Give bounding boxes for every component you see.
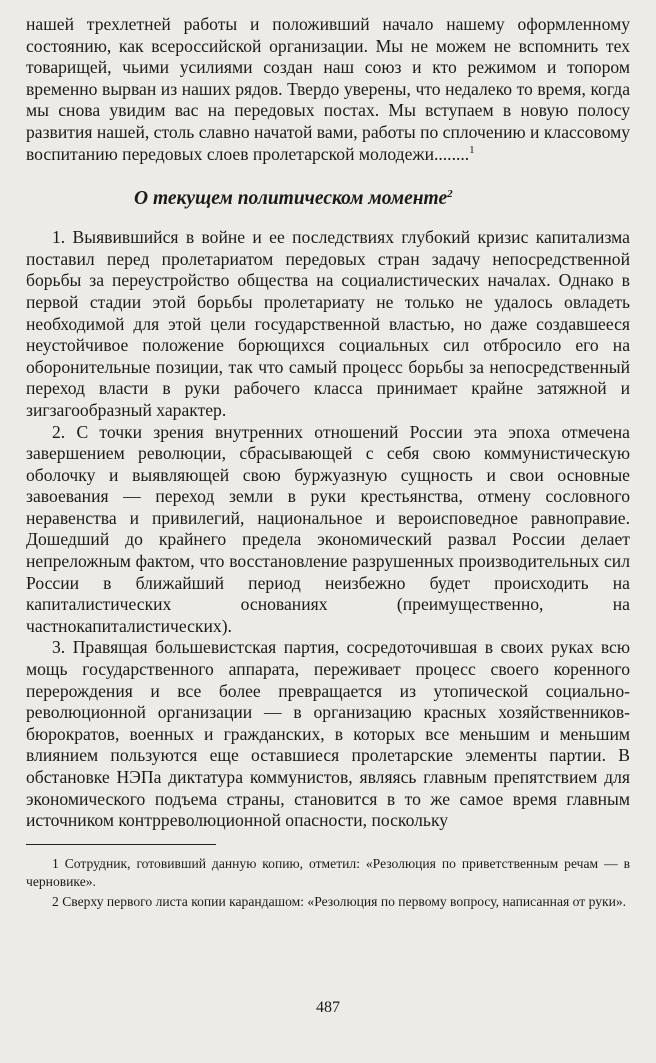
- footnote-2: 2 Сверху первого листа копии карандашом: «Резолюция по первому вопросу, написанная от руки».: [52, 893, 627, 909]
- document-page: [26, 14, 630, 911]
- footnote-1: 1 Сотрудник, готовивший данную копию, отметил: «Резолюция по приветственным речам — в черновике».: [26, 855, 630, 889]
- footnote-ref-2: 2: [447, 188, 453, 201]
- intro-paragraph: [26, 14, 630, 165]
- section-heading: [26, 187, 630, 211]
- footnote-divider: [26, 844, 216, 845]
- paragraph-3: 3. Правящая большевистская партия, сосредоточившая в своих руках всю мощь государственного аппарата, переживает процесс своего коренного перерождения и все более превращается из утопической социально-революционной организации — в организацию красных хозяйственников-бюрократов, военных и гражданских, в которых все меньшим и меньшим влиянием пользуются еще оставшиеся пролетарские элементы партии. В обстановке НЭПа диктатура коммунистов, являясь главным препятствием для экономического подъема страны, становится в то же самое время главным источником контрреволюционной опасности, поскольку: [26, 637, 630, 831]
- intro-paragraph-text: нашей трехлетней работы и положивший начало нашему оформленному состоянию, как всероссийской организации. Мы не можем не вспомнить тех товарищей, чьими усилиями создан наш союз и кто режимом и топором временно вырван из наших рядов. Твердо уверены, что недалеко то время, когда мы снова увидим вас на передовых постах. Мы вступаем в новую полосу развития нашей, столь славно начатой вами, работы по сплочению и классовому воспитанию передовых слоев пролетарской молодежи........: [26, 14, 630, 164]
- footnote-ref-1: 1: [469, 143, 475, 156]
- paragraph-1: 1. Выявившийся в войне и ее последствиях глубокий кризис капитализма поставил перед пролетариатом передовых стран задачу непосредственной борьбы за переустройство общества на социалистических началах. Однако в первой стадии этой борьбы пролетариату не только не удалось овладеть необходимой для этой цели государственной властью, но даже создавшееся неустойчивое положение борющихся социальных сил отбросило его на оборонительные позиции, так что самый процесс борьбы за непосредственный переход власти в руки рабочего класса принимает крайне затяжной и зигзагообразный характер.: [26, 227, 630, 420]
- section-heading-title: О текущем политическом моменте: [134, 188, 448, 210]
- paragraph-2: 2. С точки зрения внутренних отношений России эта эпоха отмечена завершением революции, сбрасывающей с себя свою коммунистическую оболочку и выявляющей свою буржуазную сущность и свои основные завоевания — переход земли в руки крестьянства, отмену сословного неравенства и привилегий, национальное и вероисповедное равноправие. Дошедший до крайнего предела экономический развал России делает непреложным фактом, что восстановление разрушенных производительных сил России в ближайший период неизбежно будет происходить на капиталистических основаниях (преимущественно, на частнокапиталистических).: [26, 421, 630, 636]
- page-number: 487: [316, 999, 340, 1016]
